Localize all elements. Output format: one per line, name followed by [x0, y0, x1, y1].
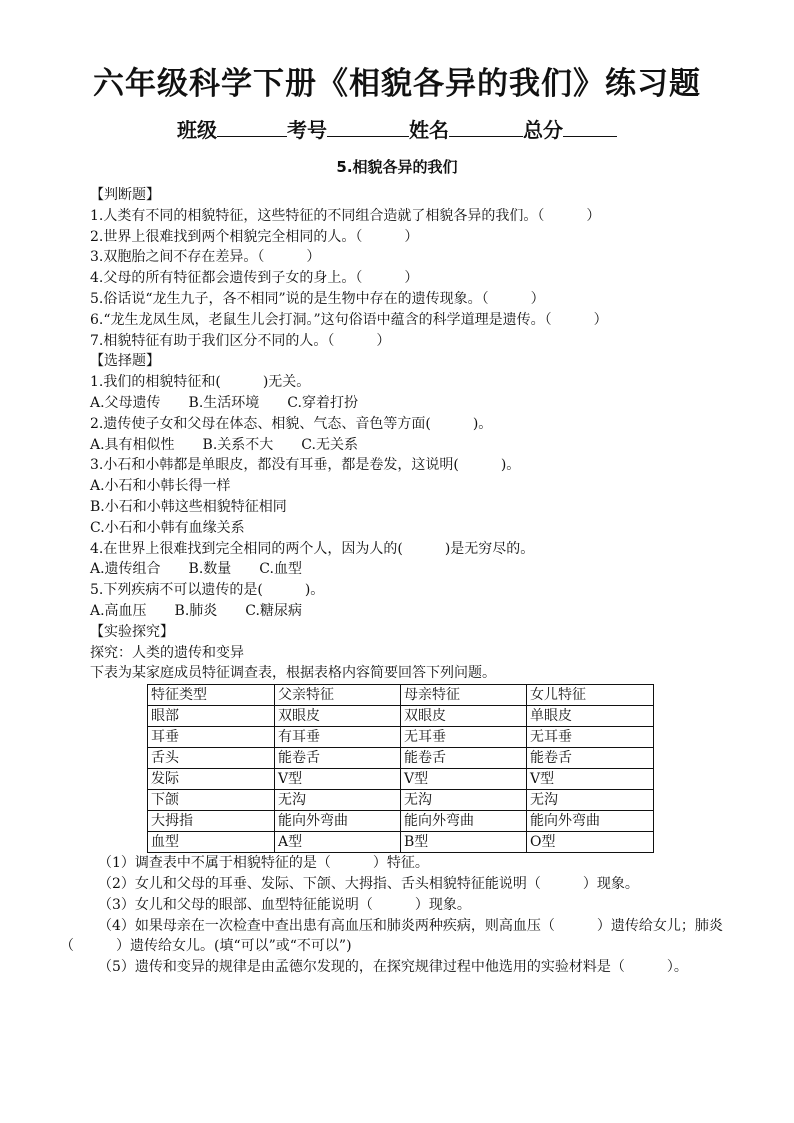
- experiment-topic: 探究：人类的遗传和变异: [90, 644, 244, 661]
- table-cell: A型: [275, 832, 401, 853]
- table-cell: 无耳垂: [527, 727, 654, 748]
- table-cell: 无沟: [401, 790, 527, 811]
- table-header-cell: 母亲特征: [401, 685, 527, 706]
- judge-item: 7.相貌特征有助于我们区分不同的人。（ ）: [90, 332, 391, 349]
- choice-options: A.小石和小韩长得一样: [90, 478, 231, 495]
- page-title: 六年级科学下册《相貌各异的我们》练习题: [93, 66, 701, 102]
- table-cell: 眼部: [148, 706, 275, 727]
- table-cell: 舌头: [148, 748, 275, 769]
- experiment-question-4: （4）如果母亲在一次检查中查出患有高血压和肺炎两种疾病，则高血压（ ）遗传给女儿；肺炎（ ）遗传给女儿。(填“可以”或“不可以”): [60, 917, 723, 955]
- experiment-question-5: （5）遗传和变异的规律是由孟德尔发现的，在探究规律过程中他选用的实验材料是（ ）。: [98, 959, 688, 976]
- class-label: 班级: [177, 118, 217, 142]
- table-cell: 大拇指: [148, 811, 275, 832]
- choice-line: 1.我们的相貌特征和( )无关。: [90, 374, 311, 391]
- choice-line: 5.下列疾病不可以遗传的是( )。: [90, 582, 325, 599]
- worksheet-body: [60, 185, 750, 978]
- table-row: [148, 706, 654, 727]
- choice-options: A.高血压 B.肺炎 C.糖尿病: [90, 602, 302, 619]
- exam-no-blank[interactable]: [327, 118, 409, 137]
- table-row: [148, 790, 654, 811]
- table-cell: B型: [401, 832, 527, 853]
- experiment-question-2: （2）女儿和父母的耳垂、发际、下颌、大拇指、舌头相貌特征能说明（ ）现象。: [98, 875, 639, 892]
- table-header-cell: 父亲特征: [275, 685, 401, 706]
- table-row: [148, 832, 654, 853]
- score-blank[interactable]: [563, 118, 617, 137]
- lesson-title: 5.相貌各异的我们: [336, 158, 458, 176]
- choice-line: 4.在世界上很难找到完全相同的两个人，因为人的( )是无穷尽的。: [90, 540, 535, 557]
- table-cell: 能向外弯曲: [527, 811, 654, 832]
- table-row: [148, 727, 654, 748]
- table-cell: 能向外弯曲: [275, 811, 401, 832]
- table-cell: 单眼皮: [527, 706, 654, 727]
- table-cell: 无沟: [275, 790, 401, 811]
- experiment-intro: 下表为某家庭成员特征调查表，根据表格内容简要回答下列问题。: [90, 665, 496, 682]
- choice-options: A.遗传组合 B.数量 C.血型: [90, 561, 302, 578]
- choice-options: A.父母遗传 B.生活环境 C.穿着打扮: [90, 394, 358, 411]
- table-cell: 能卷舌: [527, 748, 654, 769]
- table-header-cell: 特征类型: [148, 685, 275, 706]
- table-cell: 下颌: [148, 790, 275, 811]
- table-cell: V型: [275, 769, 401, 790]
- family-traits-table: [147, 684, 654, 853]
- score-label: 总分: [523, 118, 563, 142]
- table-row: [148, 811, 654, 832]
- table-cell: 能卷舌: [401, 748, 527, 769]
- choice-options: C.小石和小韩有血缘关系: [90, 519, 245, 536]
- table-row: [148, 748, 654, 769]
- choice-line: 3.小石和小韩都是单眼皮，都没有耳垂，都是卷发，这说明( )。: [90, 457, 521, 474]
- student-info-row: [0, 114, 794, 143]
- table-cell: 双眼皮: [401, 706, 527, 727]
- table-cell: 能卷舌: [275, 748, 401, 769]
- judge-item: 2.世界上很难找到两个相貌完全相同的人。（ ）: [90, 228, 419, 245]
- table-cell: 双眼皮: [275, 706, 401, 727]
- table-cell: V型: [401, 769, 527, 790]
- table-cell: 有耳垂: [275, 727, 401, 748]
- table-cell: V型: [527, 769, 654, 790]
- choice-line: 2.遗传使子女和父母在体态、相貌、气态、音色等方面( )。: [90, 415, 493, 432]
- exam-no-label: 考号: [287, 118, 327, 142]
- name-blank[interactable]: [449, 118, 523, 137]
- choice-options: B.小石和小韩这些相貌特征相同: [90, 498, 287, 515]
- table-row: [148, 769, 654, 790]
- judge-item: 3.双胞胎之间不存在差异。（ ）: [90, 249, 321, 266]
- class-blank[interactable]: [217, 118, 287, 137]
- table-cell: 血型: [148, 832, 275, 853]
- choice-heading: 【选择题】: [90, 353, 160, 370]
- table-cell: 能向外弯曲: [401, 811, 527, 832]
- table-cell: 耳垂: [148, 727, 275, 748]
- table-header-row: [148, 685, 654, 706]
- table-cell: O型: [527, 832, 654, 853]
- choice-options: A.具有相似性 B.关系不大 C.无关系: [90, 436, 358, 453]
- judge-item: 5.俗话说“龙生九子，各不相同”说的是生物中存在的遗传现象。（ ）: [90, 290, 545, 307]
- name-label: 姓名: [409, 118, 449, 142]
- judge-item: 6.“龙生龙凤生凤，老鼠生儿会打洞。”这句俗语中蕴含的科学道理是遗传。（ ）: [90, 311, 608, 328]
- table-cell: 无耳垂: [401, 727, 527, 748]
- experiment-question-3: （3）女儿和父母的眼部、血型特征能说明（ ）现象。: [98, 896, 471, 913]
- judge-heading: 【判断题】: [90, 187, 160, 203]
- table-cell: 无沟: [527, 790, 654, 811]
- judge-item: 4.父母的所有特征都会遗传到子女的身上。（ ）: [90, 270, 419, 287]
- experiment-question-1: （1）调查表中不属于相貌特征的是（ ）特征。: [98, 855, 429, 872]
- experiment-heading: 【实验探究】: [90, 623, 174, 640]
- judge-item: 1.人类有不同的相貌特征，这些特征的不同组合造就了相貌各异的我们。（ ）: [90, 207, 601, 224]
- table-header-cell: 女儿特征: [527, 685, 654, 706]
- table-cell: 发际: [148, 769, 275, 790]
